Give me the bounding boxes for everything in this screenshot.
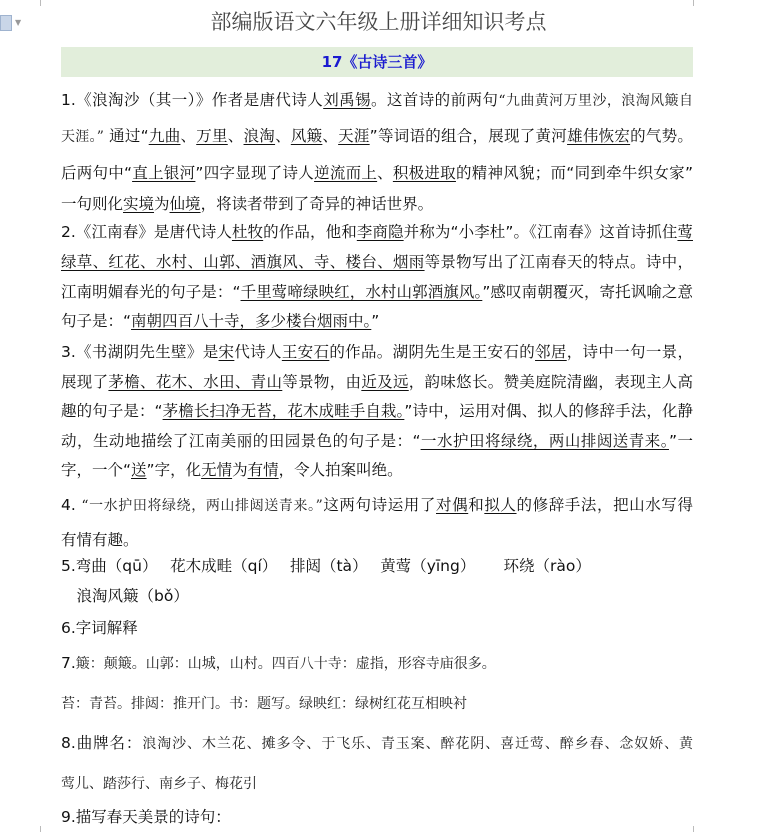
text-line [61,194,693,214]
chevron-down-icon[interactable]: ▼ [15,18,22,27]
underlined-key-term: 拟人 [484,496,517,514]
text-line [61,773,693,794]
text-segment: 这两句诗运用了 [322,496,436,514]
text-segment: 并称为“小李杜”。《江南春》这首诗抓住 [403,223,678,241]
poem-quote: “一水护田将绿绕，两山排闼送青来。” [81,498,323,514]
page-corner-mark [693,826,712,832]
underlined-key-term: 有情 [247,461,279,479]
underlined-key-term: 绿草、红花、水村、山郭、酒旗风、寺、楼台、烟雨 [61,253,425,271]
text-segment: 句子是：“ [61,312,132,330]
text-segment: 4. [61,496,82,514]
text-line [61,431,693,451]
text-line [61,586,693,606]
text-segment: 字，一个“ [61,461,132,479]
text-segment: 6.字词解释 [61,619,138,637]
poem-quote: 浪淘沙、木兰花、摊多令、于飞乐、青玉案、醉花阴、喜迁莺、醉乡春、念奴娇、黄 [142,736,693,752]
text-segment: ，诗中一句一景， [566,343,693,361]
poem-quote: 莺儿、踏莎行、南乡子、梅花引 [61,776,257,792]
underlined-key-term: 李商隐 [356,223,404,241]
text-segment: 代诗人 [234,343,282,361]
text-segment: ”感叹南朝覆灭，寄托讽喻之意 [482,283,693,301]
text-segment: 、 [275,127,291,145]
text-segment: 和 [468,496,485,514]
text-line [61,222,693,242]
underlined-key-term: 宋 [218,343,235,361]
text-segment: 、 [180,127,197,145]
text-line [61,618,693,638]
text-line [61,282,693,302]
underlined-key-term: 逆流而上 [314,164,378,182]
underlined-key-term: 茅檐、花木、水田、青山 [108,373,283,391]
underlined-key-term: 直上银河 [132,164,196,182]
text-segment: 的气势。 [630,127,693,145]
underlined-key-term: 实境 [123,195,155,213]
text-segment: ”字，化 [146,461,202,479]
text-segment: 2.《江南春》是唐代诗人 [61,223,232,241]
text-segment: ”等词语的组合，展现了黄河 [369,127,568,145]
poem-quote: 天涯。” [61,129,104,145]
text-segment: 通过“ [103,127,149,145]
text-segment: 8.曲牌名： [61,734,143,752]
text-line [61,693,693,714]
text-line [61,530,693,550]
text-segment: ”一 [668,432,693,450]
text-segment: 展现了 [61,373,109,391]
text-segment: 、 [227,127,244,145]
page-title: 部编版语文六年级上册详细知识考点 [210,10,547,34]
text-segment: 1.《浪淘沙（其一）》作者是唐代诗人 [61,91,324,109]
text-segment: ，韵味悠长。赞美庭院清幽，表现主人高 [408,373,693,391]
text-segment: 等景物写出了江南春天的特点。诗中， [424,253,693,271]
text-segment: 。这首诗的前两句 [370,91,499,109]
text-segment: 3.《书湖阴先生壁》是 [61,343,219,361]
text-segment: 5.弯曲（qū） 花木成畦（qí） 排闼（tà） 黄莺（yīng） 环绕（rào） [61,557,591,575]
text-segment: 的作品，他和 [263,223,357,241]
underlined-key-term: 万里 [196,127,228,145]
text-segment: 后两句中“ [61,164,133,182]
text-line [61,372,693,392]
page-corner-mark [22,826,41,832]
text-line [61,252,693,272]
poem-quote: 簸：颠簸。山郭：山城，山村。四百八十寺：虚指，形容寺庙很多。 [75,656,496,672]
text-segment: 浪淘风簸（bǒ） [61,587,189,605]
text-segment: 的作品。湖阴先生是王安石的 [329,343,536,361]
text-segment: 为 [154,195,170,213]
underlined-key-term: 杜牧 [231,223,264,241]
underlined-key-term: 浪淘 [243,127,276,145]
underlined-key-term: 天涯 [338,127,370,145]
underlined-key-term: 积极进取 [392,164,456,182]
text-segment: 等景物，由 [282,373,362,391]
text-segment: 趣的句子是：“ [61,402,163,420]
text-line [61,460,693,480]
text-segment: 的精神风貌；而“同到牵牛织女家” [455,164,693,182]
underlined-key-term: 邻居 [535,343,567,361]
text-line [61,733,693,753]
poem-quote: 苔：青苔。排闼：推开门。书：题写。绿映红：绿树红花互相映衬 [61,696,467,712]
text-segment: 的修辞手法，把山水写得 [516,496,693,514]
poem-quote: “九曲黄河万里沙，浪淘风簸自 [498,93,693,109]
text-line [61,495,693,515]
text-segment: 、 [377,164,393,182]
text-line [61,311,693,331]
underlined-key-term: 一水护田将绿绕，两山排闼送青来。 [420,432,669,450]
text-segment: ，将读者带到了奇异的神话世界。 [200,195,434,213]
text-segment: ” [371,312,380,330]
text-segment: 9.描写春天美景的诗句： [61,808,231,826]
text-line [61,653,693,674]
text-line [61,90,693,110]
underlined-key-term: 对偶 [436,496,469,514]
underlined-key-term: 风簸 [290,127,323,145]
text-segment: 为 [232,461,248,479]
text-segment: 、 [322,127,339,145]
text-line [61,126,693,146]
underlined-key-term: 刘禹锡 [323,91,371,109]
text-line [61,163,693,183]
underlined-key-term: 莺 [677,223,693,241]
underlined-key-term: 茅檐长扫净无苔，花木成畦手自栽。 [162,402,405,420]
text-line [61,342,693,362]
text-segment: ”诗中，运用对偶、拟人的修辞手法，化静 [404,402,693,420]
section-heading: 17《古诗三首》 [61,47,693,77]
text-segment: 动，生动地描绘了江南美丽的田园景色的句子是：“ [61,432,421,450]
underlined-key-term: 王安石 [281,343,330,361]
text-segment: 有情有趣。 [61,531,139,549]
text-segment: ”四字显现了诗人 [195,164,315,182]
underlined-key-term: 千里莺啼绿映红，水村山郭酒旗风。 [240,283,483,301]
text-segment: 一句则化 [61,195,124,213]
underlined-key-term: 近及远 [361,373,409,391]
text-segment: 江南明媚春光的句子是：“ [61,283,241,301]
text-line [61,556,693,576]
underlined-key-term: 送 [131,461,147,479]
underlined-key-term: 无情 [201,461,233,479]
underlined-key-term: 南朝四百八十寺，多少楼台烟雨中。 [131,312,372,330]
underlined-key-term: 九曲 [148,127,181,145]
underlined-key-term: 仙境 [169,195,201,213]
text-line [61,807,693,827]
text-line [61,401,693,421]
underlined-key-term: 雄伟恢宏 [567,127,631,145]
text-segment: ，令人拍案叫绝。 [278,461,403,479]
text-segment: 7. [61,654,76,672]
